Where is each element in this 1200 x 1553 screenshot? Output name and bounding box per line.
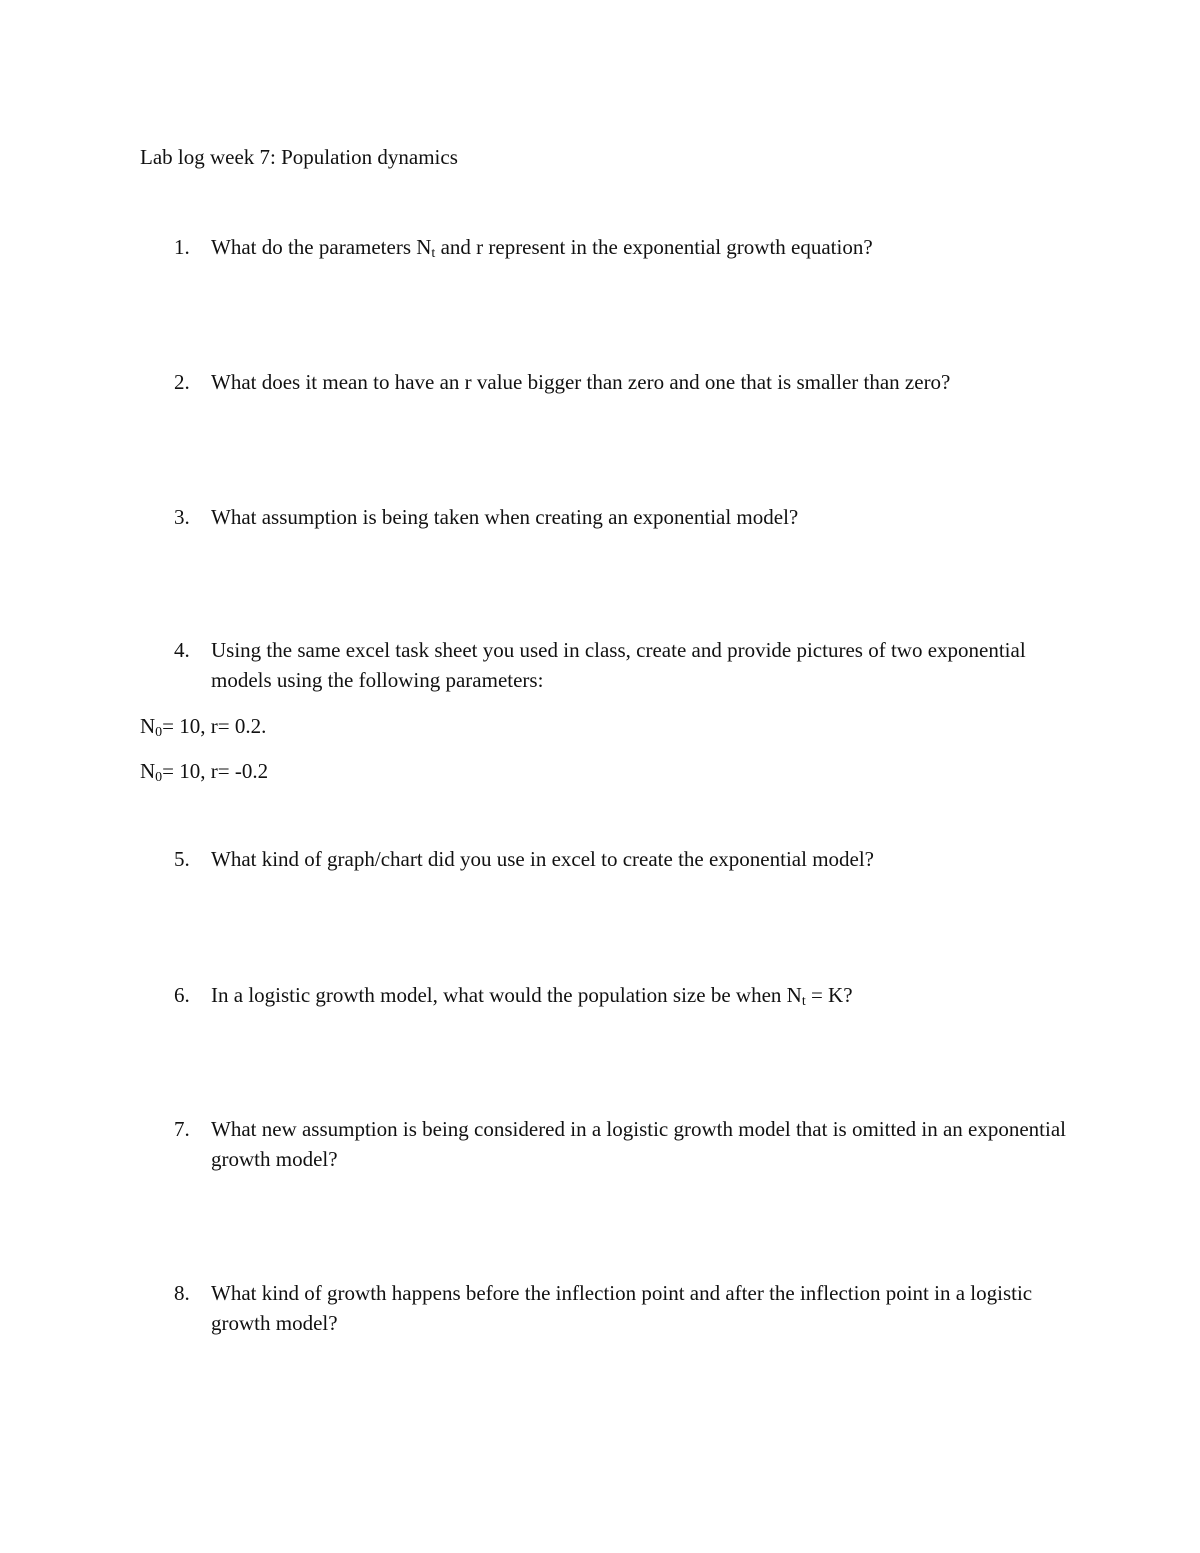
document-title: Lab log week 7: Population dynamics <box>140 145 458 169</box>
question-text: What new assumption is being considered in a logistic growth model that is omitted in an exponential growth model? <box>211 1117 1067 1171</box>
question-number: 2. <box>174 370 190 394</box>
question-text: What kind of growth happens before the inflection point and after the inflection point in a logistic growth model? <box>211 1281 1033 1335</box>
question-number: 3. <box>174 505 190 529</box>
parameter-line-1: $N_0= 10$, r= 0.2. <box>140 714 267 740</box>
question-number: 8. <box>174 1281 190 1305</box>
parameter-line-2: $N_0= 10$, r= -0.2 <box>140 759 269 785</box>
question-number: 5. <box>174 847 190 871</box>
question-number: 4. <box>174 638 190 662</box>
question-text: What kind of graph/chart did you use in excel to create the exponential model? <box>211 847 875 871</box>
question-text: In a logistic growth model, what would the population size be when $N_t = K$? <box>211 983 853 1009</box>
question-text: What do the parameters $N_t$ and r represent in the exponential growth equation? <box>211 235 873 261</box>
question-text: Using the same excel task sheet you used in class, create and provide pictures of two exponential models using the following parameters: <box>211 638 1026 692</box>
question-number: 1. <box>174 235 190 259</box>
question-text: What does it mean to have an r value bigger than zero and one that is smaller than zero? <box>211 370 951 394</box>
question-text: What assumption is being taken when creating an exponential model? <box>211 505 799 529</box>
question-number: 7. <box>174 1117 190 1141</box>
question-number: 6. <box>174 983 190 1007</box>
